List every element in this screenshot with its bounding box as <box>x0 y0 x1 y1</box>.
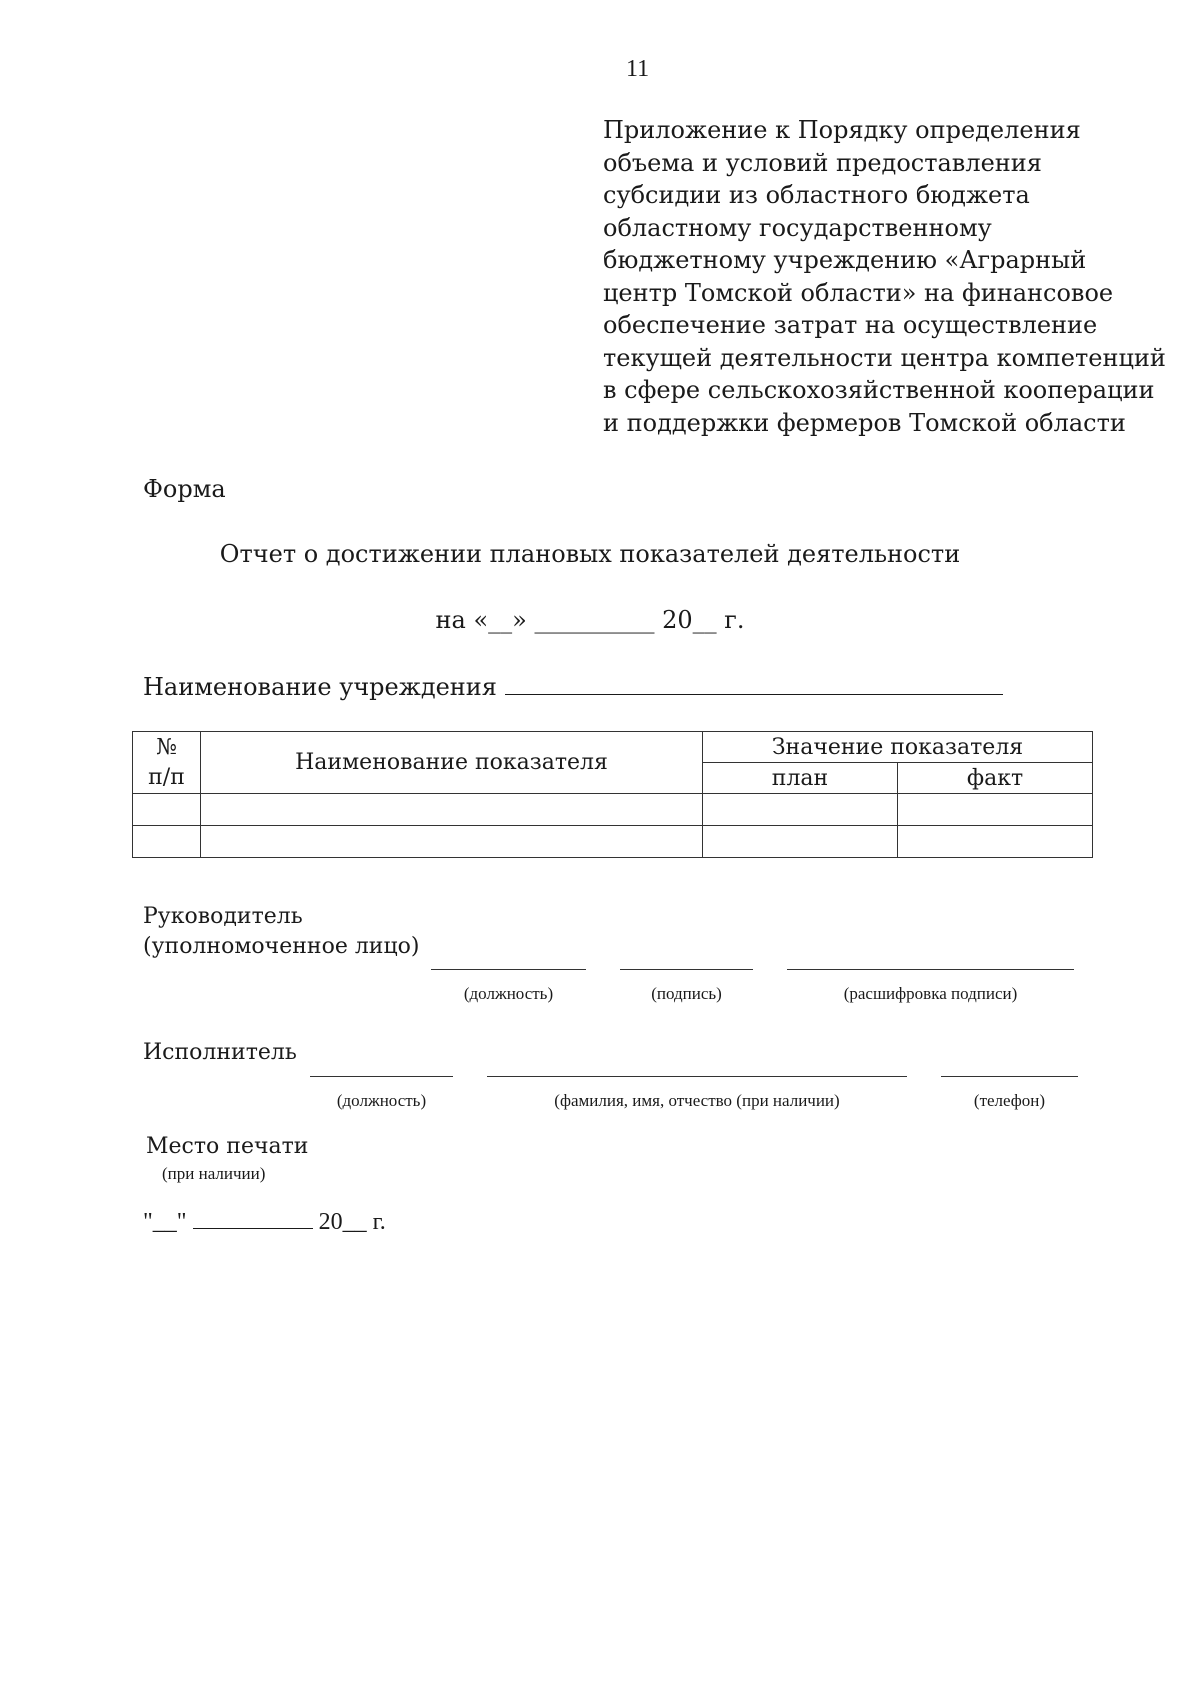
form-label: Форма <box>143 475 226 503</box>
appendix-line: областному государственному <box>603 213 992 242</box>
appendix-line: бюджетному учреждению «Аграрный <box>603 246 1087 274</box>
table-cell[interactable] <box>703 794 898 826</box>
col-number-header <box>133 732 201 794</box>
appendix-header <box>603 114 1166 439</box>
col-name-header: Наименование показателя <box>201 732 703 794</box>
executor-phone-caption: (телефон) <box>973 1091 1046 1110</box>
col-number-header-line1: № <box>156 734 177 760</box>
col-value-header: Значение показателя <box>703 732 1093 763</box>
appendix-line: субсидии из областного бюджета <box>603 181 1030 209</box>
table-header-row <box>133 732 1093 763</box>
bottom-date-month-field[interactable] <box>193 1208 313 1229</box>
appendix-line: текущей деятельности центра компетенций <box>603 343 1166 372</box>
signer-position-field[interactable] <box>431 969 586 970</box>
table-row <box>133 826 1093 858</box>
org-name-label: Наименование учреждения <box>143 673 497 701</box>
table-cell[interactable] <box>201 794 703 826</box>
report-date[interactable]: на «__» __________ 20__ г. <box>435 606 745 634</box>
appendix-line: в сфере сельскохозяйственной кооперации <box>603 376 1155 404</box>
signer-title <box>143 902 419 962</box>
table-cell[interactable] <box>133 826 201 858</box>
org-name-line <box>143 672 1003 701</box>
table-cell[interactable] <box>898 826 1093 858</box>
executor-label: Исполнитель <box>143 1040 297 1065</box>
signer-title-line2: (уполномоченное лицо) <box>143 934 420 959</box>
executor-phone-field[interactable] <box>941 1076 1078 1077</box>
appendix-line: объема и условий предоставления <box>603 148 1042 177</box>
col-number-header-line2: п/п <box>148 764 185 790</box>
table-cell[interactable] <box>703 826 898 858</box>
table-cell[interactable] <box>133 794 201 826</box>
report-title: Отчет о достижении плановых показателей деятельности <box>219 540 961 568</box>
appendix-line: и поддержки фермеров Томской области <box>603 408 1126 437</box>
appendix-line: обеспечение затрат на осуществление <box>603 311 1098 339</box>
appendix-line: Приложение к Порядку определения <box>603 116 1081 144</box>
executor-name-caption: (фамилия, имя, отчество (при наличии) <box>554 1091 840 1110</box>
table-cell[interactable] <box>201 826 703 858</box>
stamp-note: (при наличии) <box>162 1164 266 1183</box>
appendix-line: центр Томской области» на финансовое <box>603 278 1114 307</box>
bottom-date[interactable] <box>143 1208 386 1236</box>
signer-signature-field[interactable] <box>620 969 753 970</box>
signer-position-caption: (должность) <box>463 984 554 1003</box>
bottom-date-year: 20__ г. <box>318 1209 386 1235</box>
signer-title-line1: Руководитель <box>143 904 303 929</box>
stamp-label: Место печати <box>146 1134 309 1159</box>
table-row <box>133 794 1093 826</box>
signer-decoding-field[interactable] <box>787 969 1074 970</box>
indicators-table <box>132 731 1093 858</box>
org-name-field[interactable] <box>505 672 1003 695</box>
executor-name-field[interactable] <box>487 1076 907 1077</box>
col-fact-header: факт <box>898 763 1093 794</box>
col-plan-header: план <box>703 763 898 794</box>
bottom-date-day: "__" <box>143 1209 187 1235</box>
signer-signature-caption: (подпись) <box>651 984 722 1003</box>
executor-position-field[interactable] <box>310 1076 453 1077</box>
executor-position-caption: (должность) <box>336 1091 427 1110</box>
signer-decoding-caption: (расшифровка подписи) <box>843 984 1018 1003</box>
page-number: 11 <box>626 56 650 82</box>
table-cell[interactable] <box>898 794 1093 826</box>
